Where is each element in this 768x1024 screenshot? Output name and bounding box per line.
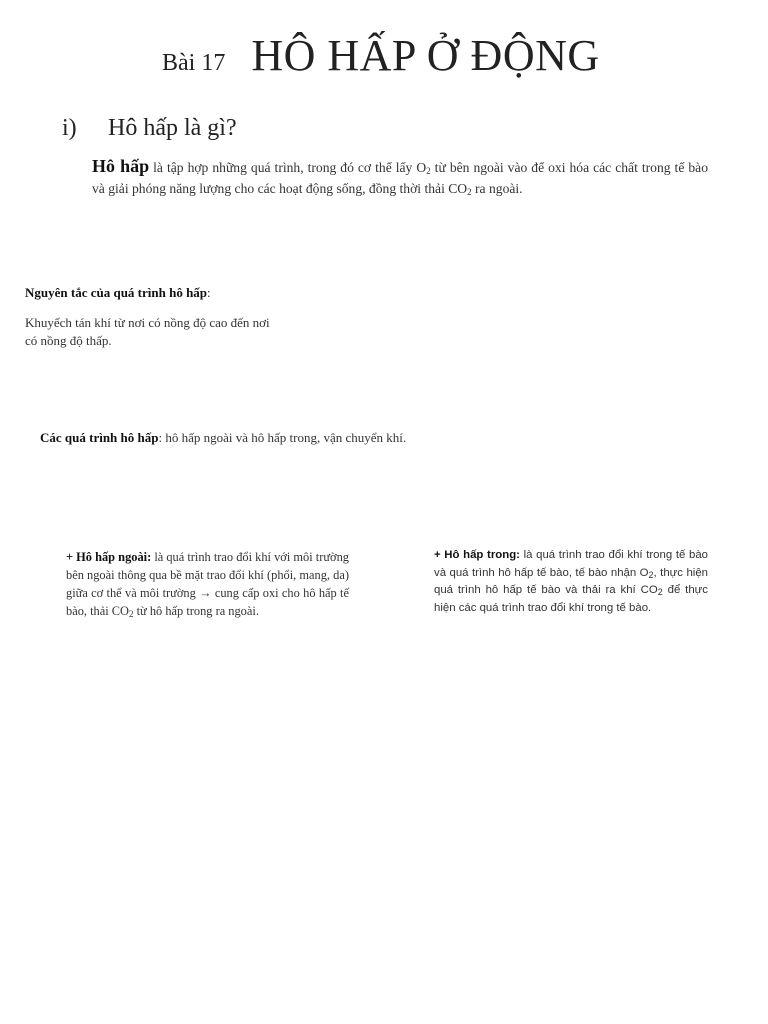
page-title [162,30,600,81]
inner-respiration-block [434,547,708,617]
section-heading [62,115,237,142]
principle-heading-label: Nguyên tắc của quá trình hô hấp [25,285,208,300]
definition-text: là tập hợp những quá trình, trong đó cơ thể lấy O [149,160,427,175]
lesson-title: HÔ HẤP Ở ĐỘNG [251,31,600,80]
subscript: 2 [657,587,663,597]
subscript: 2 [648,569,654,580]
processes-line [40,430,406,446]
principle-heading [25,285,211,301]
lesson-number: Bài 17 [162,50,226,76]
processes-text: : hô hấp ngoài và hô hấp trong, vận chuyển khí. [158,430,407,445]
subscript: 2 [426,166,431,176]
section-number: i) [62,115,77,141]
subscript: 2 [128,609,134,619]
outer-respiration-block [66,548,349,620]
definition-text: từ bên ngoài vào để oxi hóa các chất trong tế bào và giải phóng năng lượng cho các hoạt động sống, đồng thời thải CO [92,160,708,196]
definition-paragraph [92,156,708,199]
definition-text: ra ngoài. [471,181,523,196]
processes-heading: Các quá trình hô hấp [40,430,159,445]
outer-respiration-text: là quá trình trao đổi khí với môi trường bên ngoài thông qua bề mặt trao đổi khí (phổi, mang, da) giữa cơ thể và môi trường → cung cấp oxi cho hô hấp tế bào, thải CO [66,550,349,618]
inner-respiration-text: để thực hiện các quá trình trao đổi khí trong tế bào. [434,584,708,614]
principle-body: Khuyếch tán khí từ nơi có nồng độ cao đến nơi có nồng độ thấp. [25,315,270,348]
definition-term: Hô hấp [92,156,150,176]
section-title: Hô hấp là gì? [108,115,237,141]
inner-respiration-text: , thực hiện quá trình hô hấp tế bào và thải ra khí CO [434,566,708,596]
principle-heading-colon: : [207,285,211,300]
outer-respiration-text: từ hô hấp trong ra ngoài. [133,604,259,618]
outer-respiration-label: + Hô hấp ngoài: [66,550,152,564]
subscript: 2 [467,187,472,197]
inner-respiration-label: + Hô hấp trong: [434,549,520,561]
inner-respiration-text: là quá trình trao đổi khí trong tế bào và quá trình hô hấp tế bào, tế bào nhận O [434,549,708,579]
